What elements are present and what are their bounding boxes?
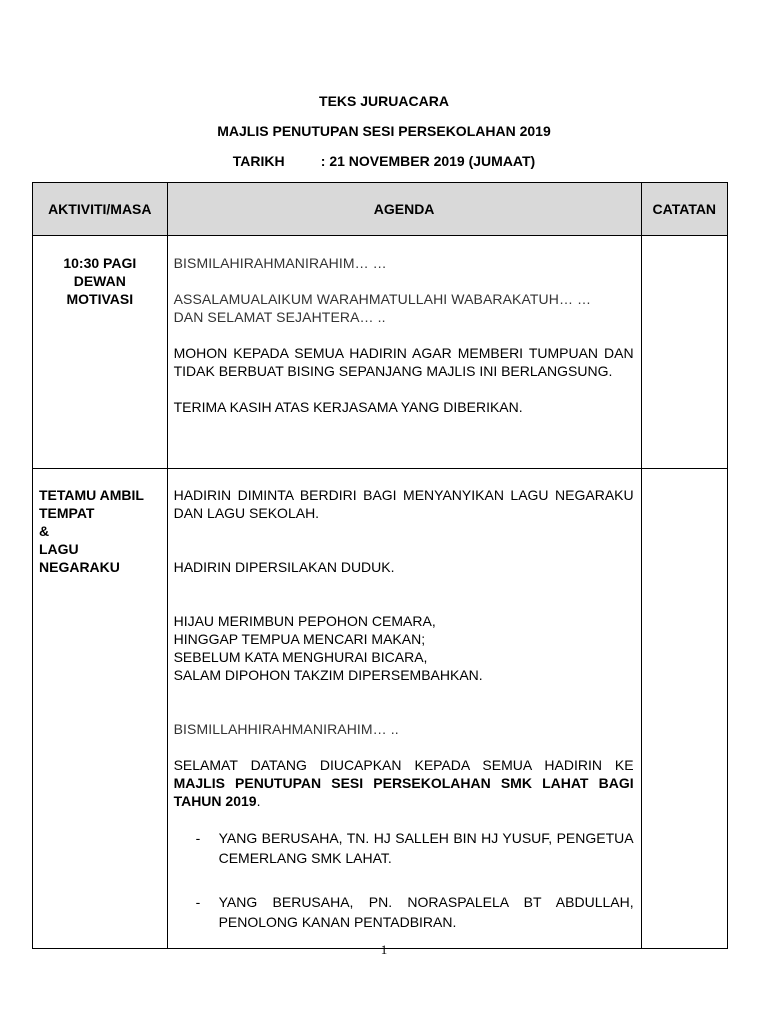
- table-row: [33, 236, 728, 469]
- agenda-table: [32, 182, 728, 949]
- aktiviti-line: &: [39, 523, 50, 539]
- date-value: : 21 NOVEMBER 2019 (JUMAAT): [320, 153, 536, 169]
- aktiviti-line: 10:30 PAGI: [63, 255, 137, 271]
- event-date: [0, 153, 768, 169]
- agenda-cell: [167, 236, 641, 469]
- aktiviti-cell: [33, 236, 168, 469]
- table-row: [33, 469, 728, 949]
- welcome-text: SELAMAT DATANG DIUCAPKAN KEPADA SEMUA HADIRIN KE: [173, 757, 634, 773]
- agenda-paragraph: [174, 756, 634, 810]
- aktiviti-line: DEWAN: [73, 273, 126, 289]
- catatan-cell: [641, 236, 727, 469]
- agenda-paragraph: ASSALAMUALAIKUM WARAHMATULLAHI WABARAKATUH… …: [173, 291, 592, 307]
- agenda-paragraph: HADIRIN DIMINTA BERDIRI BAGI MENYANYIKAN LAGU NEGARAKU DAN LAGU SEKOLAH.: [173, 487, 634, 521]
- aktiviti-line: LAGU: [39, 541, 79, 557]
- event-title: MAJLIS PENUTUPAN SESI PERSEKOLAHAN 2019: [217, 123, 551, 139]
- pantun-line: SEBELUM KATA MENGHURAI BICARA,: [173, 649, 428, 665]
- list-item: [174, 892, 634, 932]
- agenda-paragraph: MOHON KEPADA SEMUA HADIRIN AGAR MEMBERI TUMPUAN DAN TIDAK BERBUAT BISING SEPANJANG MAJLIS INI BERLANGSUNG.: [173, 345, 634, 379]
- agenda-cell: [167, 469, 641, 949]
- dash-bullet: -: [195, 830, 201, 846]
- aktiviti-line: TEMPAT: [39, 505, 95, 521]
- aktiviti-line: MOTIVASI: [66, 291, 134, 307]
- page-number: 1: [380, 942, 388, 957]
- welcome-event-name: MAJLIS PENUTUPAN SESI PERSEKOLAHAN SMK LAHAT BAGI TAHUN 2019: [173, 775, 634, 809]
- guest-list: [174, 828, 634, 932]
- list-item: [174, 828, 634, 868]
- pantun: [174, 612, 634, 684]
- aktiviti-cell: [33, 469, 168, 949]
- guest-text: YANG BERUSAHA, TN. HJ SALLEH BIN HJ YUSUF, PENGETUA CEMERLANG SMK LAHAT.: [218, 830, 634, 866]
- dash-bullet: -: [195, 894, 201, 910]
- pantun-line: HIJAU MERIMBUN PEPOHON CEMARA,: [173, 613, 436, 629]
- header-agenda: AGENDA: [167, 183, 641, 236]
- pantun-line: SALAM DIPOHON TAKZIM DIPERSEMBAHKAN.: [173, 667, 483, 683]
- header-catatan: CATATAN: [641, 183, 727, 236]
- agenda-paragraph: HADIRIN DIPERSILAKAN DUDUK.: [173, 559, 395, 575]
- table-header-row: [33, 183, 728, 236]
- agenda-paragraph: TERIMA KASIH ATAS KERJASAMA YANG DIBERIKAN.: [173, 399, 523, 415]
- aktiviti-line: TETAMU AMBIL: [39, 487, 144, 503]
- catatan-cell: [641, 469, 727, 949]
- date-label: TARIKH: [232, 153, 285, 169]
- header-aktiviti: AKTIVITI/MASA: [33, 183, 168, 236]
- agenda-paragraph: DAN SELAMAT SEJAHTERA… ..: [173, 309, 386, 325]
- agenda-paragraph: BISMILAHIRAHMANIRAHIM… …: [173, 255, 387, 271]
- aktiviti-line: NEGARAKU: [39, 559, 120, 575]
- agenda-paragraph: BISMILLAHHIRAHMANIRAHIM… ..: [173, 721, 399, 737]
- pantun-line: HINGGAP TEMPUA MENCARI MAKAN;: [173, 631, 426, 647]
- guest-text: YANG BERUSAHA, PN. NORASPALELA BT ABDULLAH, PENOLONG KANAN PENTADBIRAN.: [218, 894, 634, 930]
- document-title: TEKS JURUACARA: [319, 93, 449, 109]
- welcome-period: .: [256, 793, 261, 809]
